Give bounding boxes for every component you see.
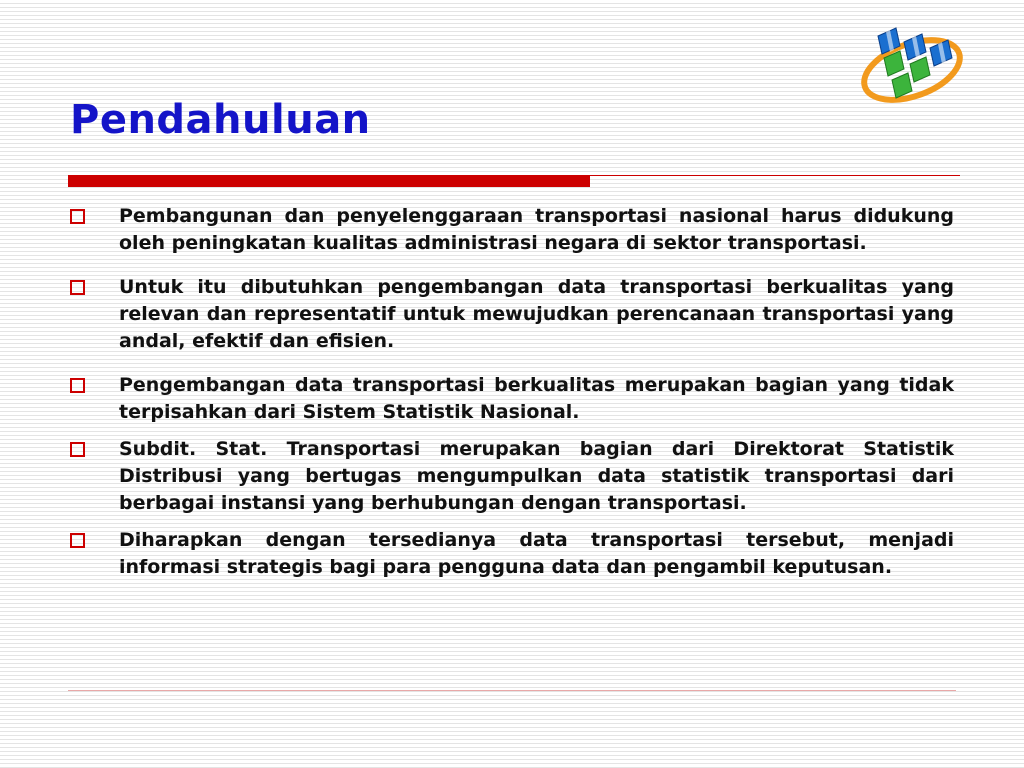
square-bullet-icon	[70, 378, 85, 393]
bullet-text: Pembangunan dan penyelenggaraan transportasi nasional harus didukung oleh peningkatan kualitas administrasi negara di sektor transportasi.	[119, 205, 954, 254]
bullet-item	[68, 274, 954, 355]
square-bullet-icon	[70, 280, 85, 295]
square-bullet-icon	[70, 533, 85, 548]
title-underline-thick	[68, 175, 590, 187]
title-underline-thin	[590, 175, 960, 176]
square-bullet-icon	[70, 442, 85, 457]
bullet-text: Untuk itu dibutuhkan pengembangan data transportasi berkualitas yang relevan dan representatif untuk mewujudkan perencanaan transportasi yang andal, efektif dan efisien.	[119, 276, 954, 352]
bullet-text: Diharapkan dengan tersedianya data transportasi tersebut, menjadi informasi strategis bagi para pengguna data dan pengambil keputusan.	[119, 529, 954, 578]
bullet-item	[68, 203, 954, 257]
bullet-item	[68, 527, 954, 581]
bullet-item	[68, 372, 954, 426]
slide-title: Pendahuluan	[70, 97, 371, 143]
bullet-text: Pengembangan data transportasi berkualitas merupakan bagian yang tidak terpisahkan dari Sistem Statistik Nasional.	[119, 374, 954, 423]
bps-logo	[856, 22, 968, 114]
square-bullet-icon	[70, 209, 85, 224]
bullet-text: Subdit. Stat. Transportasi merupakan bagian dari Direktorat Statistik Distribusi yang bertugas mengumpulkan data statistik transportasi dari berbagai instansi yang berhubungan dengan transportasi.	[119, 438, 954, 514]
bullet-item	[68, 436, 954, 517]
bottom-divider	[68, 690, 956, 691]
bullet-list	[68, 203, 954, 598]
